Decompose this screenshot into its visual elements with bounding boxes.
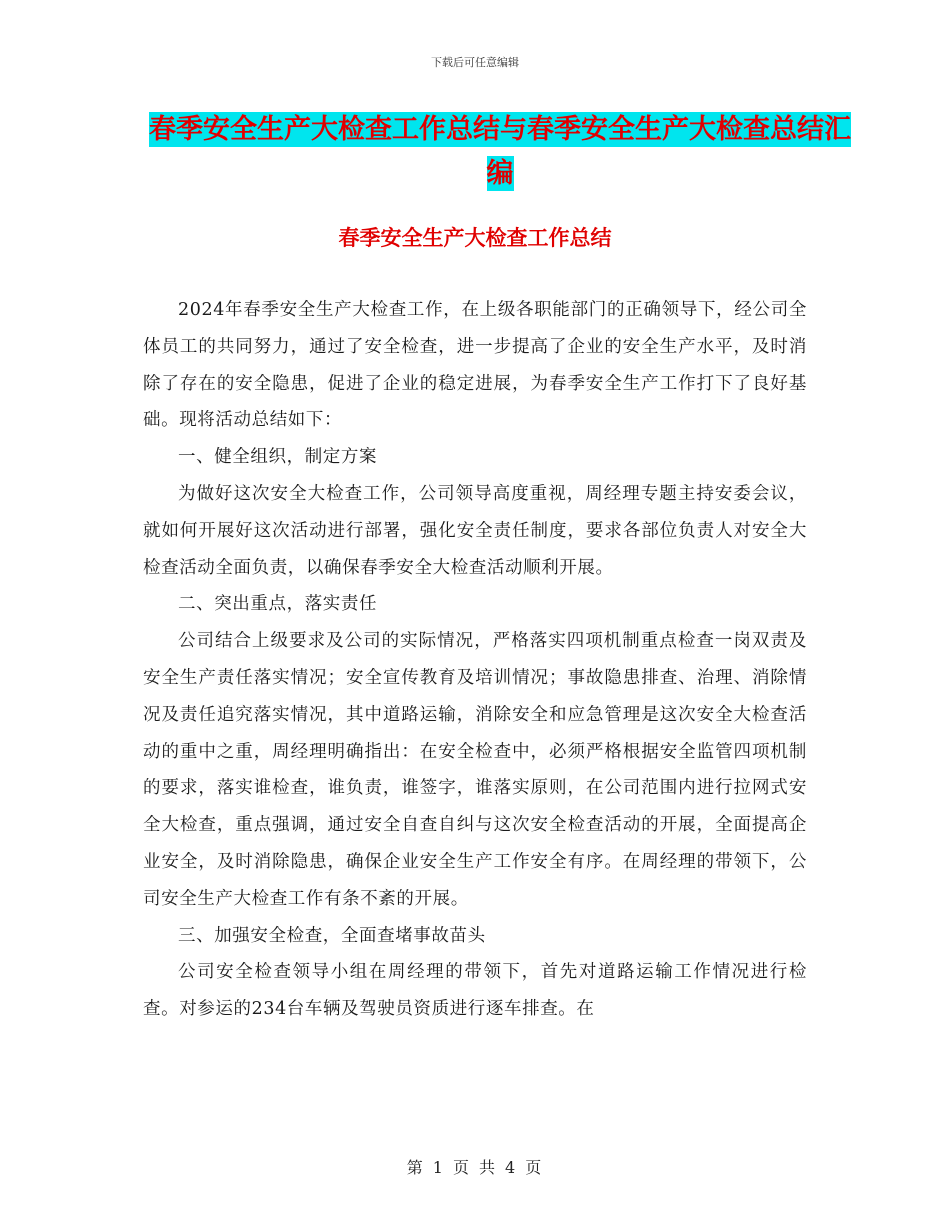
paragraph: 为做好这次安全大检查工作，公司领导高度重视，周经理专题主持安委会议，就如何开展好这次活动进行部署，强化安全责任制度，要求各部位负责人对安全大检查活动全面负责，以确保春季安全大检查活动顺利开展。 bbox=[143, 483, 807, 578]
paragraph: 公司安全检查领导小组在周经理的带领下，首先对道路运输工作情况进行检查。对参运的234台车辆及驾驶员资质进行逐车排查。在 bbox=[143, 962, 807, 1020]
section-heading: 三、加强安全检查，全面查堵事故苗头 bbox=[178, 925, 486, 946]
paragraph: 公司结合上级要求及公司的实际情况，严格落实四项机制重点检查一岗双责及安全生产责任落实情况；安全宣传教育及培训情况；事故隐患排查、治理、消除情况及责任追究落实情况，其中道路运输，消除安全和应急管理是这次安全大检查活动的重中之重，周经理明确指出：在安全检查中，必须严格根据安全监管四项机制的要求，落实谁检查，谁负责，谁签字，谁落实原则，在公司范围内进行拉网式安全大检查，重点强调，通过安全自查自纠与这次安全检查活动的开展，全面提高企业安全，及时消除隐患，确保企业安全生产工作安全有序。在周经理的带领下，公司安全生产大检查工作有条不紊的开展。 bbox=[143, 631, 807, 909]
page-label: 第 bbox=[406, 1158, 425, 1177]
paragraph: 2024年春季安全生产大检查工作，在上级各职能部门的正确领导下，经公司全体员工的共同努力，通过了安全检查，进一步提高了企业的安全生产水平，及时消除了存在的安全隐患，促进了企业的稳定进展，为春季安全生产工作打下了良好基础。现将活动总结如下： bbox=[143, 300, 807, 431]
total-label: 共 bbox=[479, 1158, 498, 1177]
header-note: 下载后可任意编辑 bbox=[431, 56, 519, 69]
section-heading: 二、突出重点，落实责任 bbox=[178, 594, 378, 615]
document-title bbox=[140, 108, 860, 196]
page-total: 4 bbox=[505, 1158, 518, 1177]
page-footer bbox=[0, 1155, 950, 1178]
document-body bbox=[143, 292, 807, 1028]
total-unit: 页 bbox=[525, 1158, 544, 1177]
section-title: 春季安全生产大检查工作总结 bbox=[338, 226, 612, 250]
section-heading: 一、健全组织，制定方案 bbox=[178, 447, 378, 468]
page-current: 1 bbox=[432, 1158, 445, 1177]
page-unit: 页 bbox=[452, 1158, 471, 1177]
document-title-text: 春季安全生产大检查工作总结与春季安全生产大检查总结汇编 bbox=[149, 114, 851, 189]
